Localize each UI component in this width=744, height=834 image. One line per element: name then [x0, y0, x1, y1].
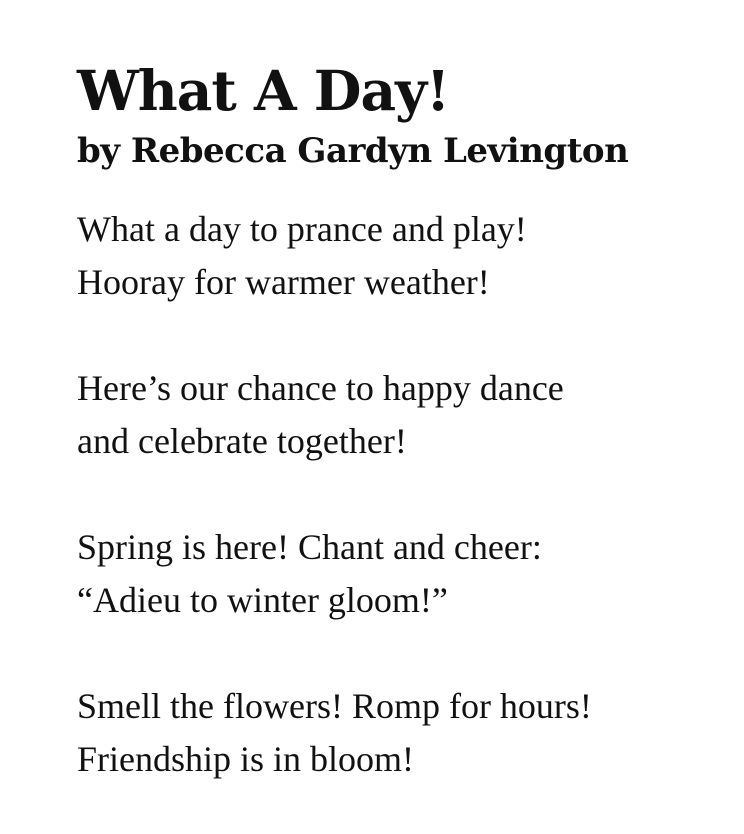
- stanza-3: [77, 521, 717, 627]
- poem-author: by Rebecca Gardyn Levington: [77, 131, 629, 171]
- stanza-4: [77, 680, 717, 786]
- stanza-1: [77, 203, 717, 309]
- poem-page: [77, 56, 717, 786]
- poem-line: Spring is here! Chant and cheer:: [77, 527, 542, 567]
- poem-line: and celebrate together!: [77, 421, 407, 461]
- poem-body: [77, 203, 717, 786]
- poem-title: What A Day!: [77, 58, 450, 123]
- poem-line: Here’s our chance to happy dance: [77, 368, 564, 408]
- poem-line: Friendship is in bloom!: [77, 739, 415, 779]
- poem-line: What a day to prance and play!: [77, 209, 527, 249]
- poem-line: “Adieu to winter gloom!”: [77, 580, 448, 620]
- stanza-2: [77, 362, 717, 468]
- poem-line: Hooray for warmer weather!: [77, 262, 490, 302]
- poem-line: Smell the flowers! Romp for hours!: [77, 686, 592, 726]
